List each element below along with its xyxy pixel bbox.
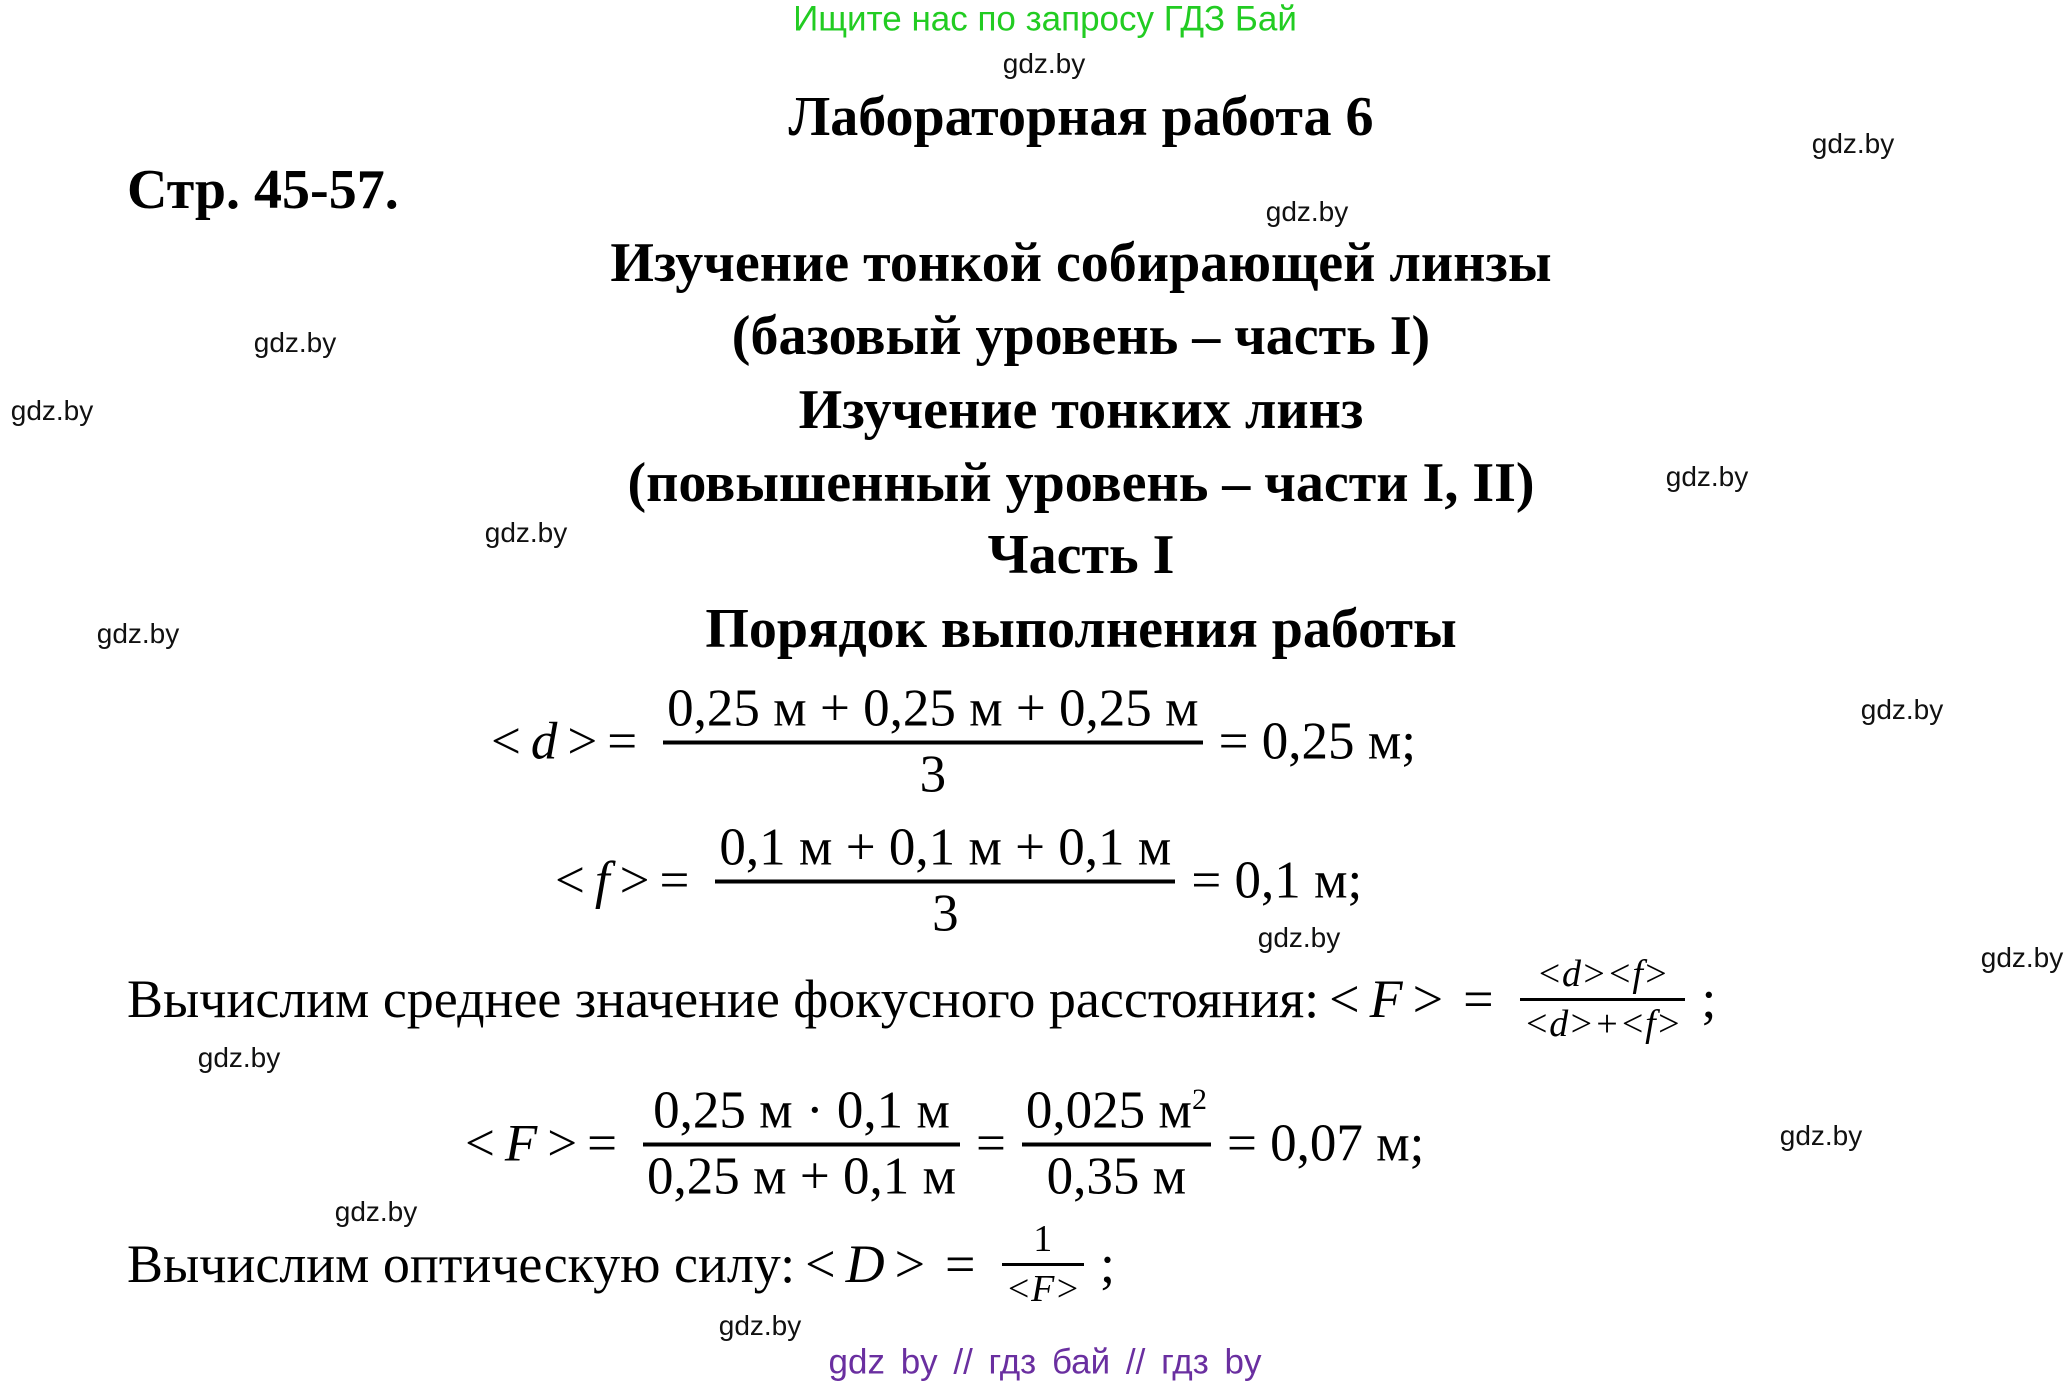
denominator: 0,35 м <box>1022 1143 1211 1204</box>
fraction <box>1022 1081 1211 1206</box>
fraction <box>1520 955 1686 1043</box>
watermark: gdz.by <box>197 1042 281 1073</box>
watermark: gdz.by <box>1811 128 1895 159</box>
footer-links: gdz by // гдз бай // гдз by <box>828 1342 1262 1382</box>
page-title: Лабораторная работа 6 <box>788 86 1374 148</box>
promo-banner: Ищите нас по запросу ГДЗ Бай <box>793 0 1297 39</box>
equation-mean-F <box>465 1081 1425 1206</box>
gt: > <box>619 851 650 910</box>
gt: > <box>547 1114 578 1173</box>
heading: Изучение тонких линз <box>798 379 1364 441</box>
equation-mean-d <box>491 679 1416 804</box>
watermark: gdz.by <box>1665 461 1749 492</box>
lt: < <box>1329 969 1360 1029</box>
equation-mean-f <box>555 818 1363 943</box>
gt: > <box>1412 969 1444 1029</box>
gt: > <box>894 1234 926 1294</box>
numerator: <d><f> <box>1536 953 1669 995</box>
var: F <box>504 1114 538 1173</box>
watermark: gdz.by <box>484 517 568 548</box>
equals: = <box>607 712 638 771</box>
equals: = <box>587 1114 618 1173</box>
exponent: 2 <box>1191 1082 1207 1116</box>
denominator: 3 <box>663 741 1202 802</box>
text: Вычислим среднее значение фокусного расстояния: <box>127 969 1320 1029</box>
watermark: gdz.by <box>718 1310 802 1341</box>
watermark: gdz.by <box>1980 942 2064 973</box>
equals: = <box>945 1234 976 1294</box>
fraction <box>663 679 1202 804</box>
fraction <box>1002 1220 1085 1308</box>
heading: (повышенный уровень – части I, II) <box>627 452 1535 514</box>
watermark: gdz.by <box>334 1196 418 1227</box>
denominator: <F> <box>1002 1263 1085 1308</box>
result: = 0,07 м; <box>1226 1114 1425 1173</box>
lt: < <box>555 851 585 910</box>
equals: = <box>1463 969 1494 1029</box>
var: f <box>594 851 610 910</box>
watermark: gdz.by <box>1257 922 1341 953</box>
denominator: 3 <box>715 880 1175 941</box>
heading: Порядок выполнения работы <box>705 598 1457 660</box>
numerator: 0,25 м · 0,1 м <box>653 1081 950 1140</box>
semicolon: ; <box>1701 969 1717 1029</box>
lt: < <box>491 712 521 771</box>
fraction <box>643 1081 960 1206</box>
page-reference: Стр. 45-57. <box>127 159 399 221</box>
var: D <box>845 1234 885 1294</box>
heading: Часть I <box>987 524 1175 586</box>
watermark: gdz.by <box>1779 1120 1863 1151</box>
watermark: gdz.by <box>253 327 337 358</box>
watermark: gdz.by <box>96 618 180 649</box>
heading: (базовый уровень – часть I) <box>731 305 1431 367</box>
numerator: 0,1 м + 0,1 м + 0,1 м <box>719 818 1172 877</box>
result: = 0,25 м; <box>1218 712 1416 771</box>
heading: Изучение тонкой собирающей линзы <box>610 232 1552 294</box>
lt: < <box>805 1234 836 1294</box>
numerator-value: 0,025 м <box>1025 1081 1192 1140</box>
lt: < <box>465 1114 495 1173</box>
gt: > <box>567 712 598 771</box>
numerator: 0,25 м + 0,25 м + 0,25 м <box>667 679 1199 738</box>
denominator: <d>+<f> <box>1520 998 1686 1043</box>
equals: = <box>976 1114 1006 1173</box>
text: Вычислим оптическую силу: <box>127 1234 796 1294</box>
denominator: 0,25 м + 0,1 м <box>643 1143 960 1204</box>
watermark: gdz.by <box>10 395 94 426</box>
equals: = <box>659 851 690 910</box>
focal-length-formula <box>127 955 1716 1043</box>
fraction <box>715 818 1175 943</box>
optical-power-formula <box>127 1220 1115 1308</box>
watermark: gdz.by <box>1002 48 1086 79</box>
var: d <box>530 712 558 771</box>
watermark: gdz.by <box>1860 694 1944 725</box>
watermark: gdz.by <box>1265 196 1349 227</box>
numerator <box>1022 1081 1211 1143</box>
var: F <box>1369 969 1403 1029</box>
semicolon: ; <box>1100 1234 1116 1294</box>
result: = 0,1 м; <box>1191 851 1363 910</box>
numerator: 1 <box>1033 1218 1053 1260</box>
